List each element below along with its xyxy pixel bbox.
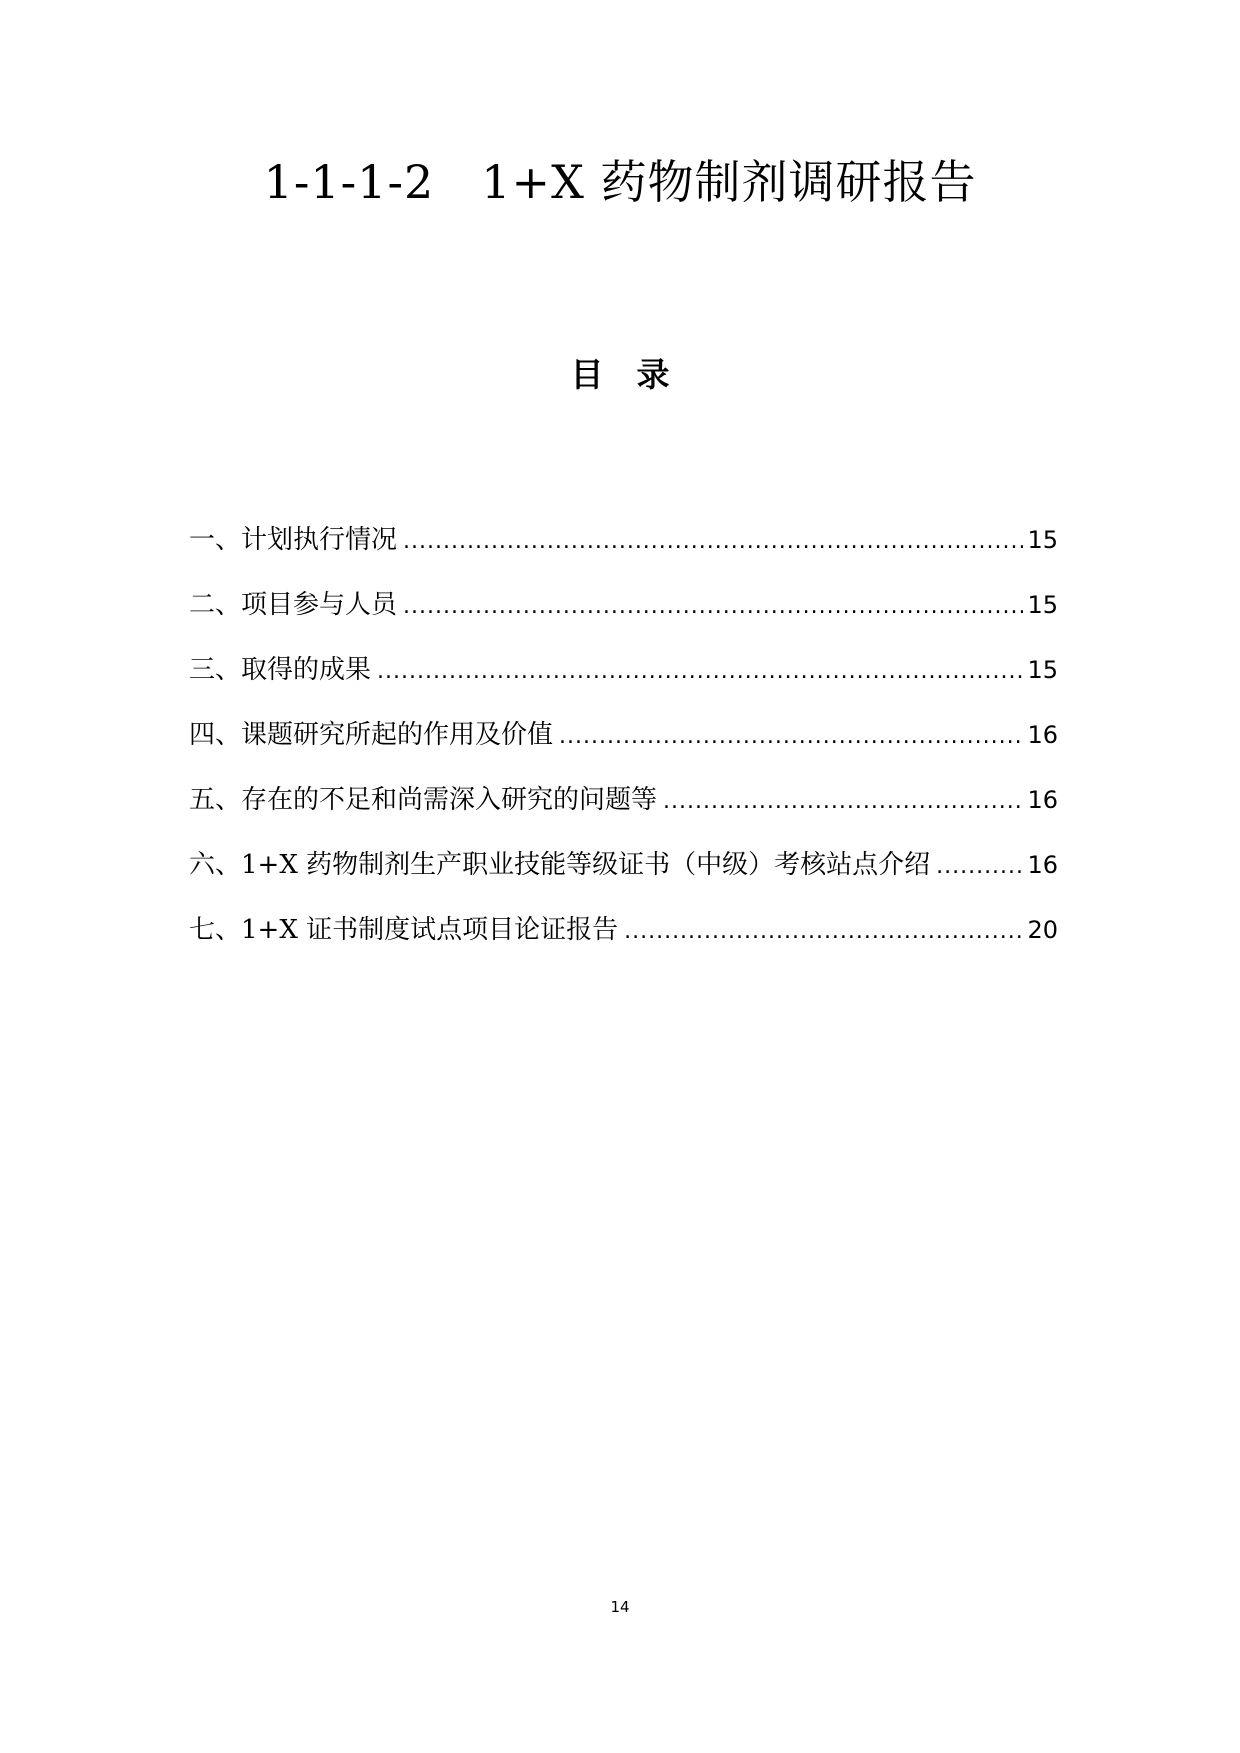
toc-entry-text: 一、计划执行情况 (189, 525, 398, 555)
toc-entry-page: 16 (1027, 851, 1058, 879)
toc-entry[interactable] (189, 650, 1058, 715)
toc-entry-page: 15 (1027, 591, 1058, 619)
toc-dot-leader (663, 782, 1023, 822)
toc-entry-page: 15 (1027, 526, 1058, 554)
toc-entry-text: 四、课题研究所起的作用及价值 (189, 720, 554, 750)
table-of-contents (189, 520, 1058, 975)
toc-entry-text: 六、1+X 药物制剂生产职业技能等级证书（中级）考核站点介绍 (189, 850, 931, 880)
document-title: 1-1-1-2 1+X 药物制剂调研报告 (263, 155, 977, 209)
toc-entry-page: 16 (1027, 721, 1058, 749)
toc-dot-leader (403, 587, 1023, 627)
toc-entry[interactable] (189, 910, 1058, 975)
toc-entry-page: 15 (1027, 656, 1058, 684)
toc-heading: 目 录 (570, 355, 670, 394)
toc-entry-page: 20 (1027, 916, 1058, 944)
toc-entry-text: 五、存在的不足和尚需深入研究的问题等 (189, 785, 658, 815)
toc-entry-text: 二、项目参与人员 (189, 590, 398, 620)
toc-entry[interactable] (189, 780, 1058, 845)
toc-entry-text: 七、1+X 证书制度试点项目论证报告 (189, 915, 619, 945)
toc-entry[interactable] (189, 520, 1058, 585)
toc-dot-leader (936, 847, 1023, 887)
toc-entry-text: 三、取得的成果 (189, 655, 372, 685)
toc-dot-leader (559, 717, 1023, 757)
toc-entry[interactable] (189, 845, 1058, 910)
toc-entry[interactable] (189, 715, 1058, 780)
page-number: 14 (610, 1598, 630, 1616)
toc-dot-leader (403, 522, 1023, 562)
toc-dot-leader (624, 912, 1023, 952)
toc-entry[interactable] (189, 585, 1058, 650)
toc-entry-page: 16 (1027, 786, 1058, 814)
toc-dot-leader (377, 652, 1023, 692)
